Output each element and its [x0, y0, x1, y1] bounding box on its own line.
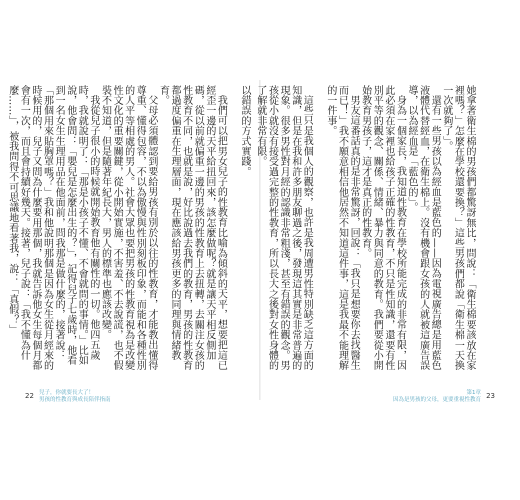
left-paragraph: 我從兒子很小的時候就開始教育他有關性的一切。他四五歲時，我就說明了：「那是小孩子不懂、不會就問的事情。」比如說，他會問：「嬰兒是怎麼出生的？」，記得兒子七歲時，他看到一名女生生理用品在他面前，問我那是做什麼的，接著說：「那個用來貼胸罩嗎？」我和他說明那個是因為女生從月經來的時候用的，兒子又問為什麼要用那個，我就告訴他女生每個月都會有一次，而且會持續好幾天。接著，兒子說：「我不懂為什麼……」，被我問得不可思議地看著我，說：「真假？」 [6, 85, 99, 371]
left-page-body [6, 85, 250, 375]
left-page-number: 22 [25, 392, 34, 400]
right-paragraph: 還有一些男孩以為經血是藍色的——因為電視廣告總是用藍色液體代替經血，在衛生棉上。沒有機會跟女孩的人就被這廣告誤導，以為經血是「藍色的」。 [406, 85, 441, 371]
right-footer [315, 390, 495, 404]
right-page-body [254, 85, 475, 375]
right-paragraph: 她拿著衛生棉的男孩們都驚訝無比，問說：「衛生棉要該放在家裡嗎？」怎麼在學校還要換？」這些男孩們都說「衛生棉一天換一次就夠了」。 [440, 85, 475, 371]
right-page [254, 85, 495, 403]
right-page-number: 23 [486, 392, 495, 400]
right-footer-line: 第1章 [466, 390, 481, 396]
left-paragraph: 以錯誤的方式實踐。 [239, 85, 250, 177]
right-paragraph: 身為一個家長，我知道性教育在學校所能完成的非常有限，因此必須在家裡也給孩子正確的性教育，不只是性知識，還要有性別平等的觀念、關係、情緒、暴力與同意的教育。我們要從小開始教育男孩子，這才是真正的性教育。 [359, 85, 406, 371]
left-footer-line: 男孩的性教育與成長陪伴指南 [39, 397, 111, 403]
left-footer [25, 390, 205, 404]
left-paragraph: 父母必須體認到要給男孩有別於以往的性教育，才能教出懂得尊重、懂得包容，不以為傲慢與性別刻板印象，而能和各種性別的人平等相處的男人。社會大眾也要把男孩的性教育視為是改變性文化的重要關鍵，從小開始實施，不害羞、不去說謊，也不假裝不知道，但是隨著年紀長大，男人的標準也應該改變。 [99, 85, 157, 371]
right-paragraph: 男友這番話真的是非常驚訝，回說：「我只是想要你去找醫生而已！」我不願意相信他居然不知道這件事，這是我最不能理解的一件事。 [324, 85, 360, 371]
right-footer-line: 因為是男孩的父母，更要重視性教育 [392, 397, 481, 403]
right-paragraph: 這些只是我個人的觀察，也許是我周遭男性特別缺乏這方面的知識，但是在我和許多朋友聊過之後，發現這其實是非常普遍的現象。很多男性對月經的認識非常粗淺，甚至有錯誤的觀念。男孩從小就沒有接受過完整的性教育，所以長大之後對女性身體的了解就非常有限。 [254, 85, 313, 371]
left-footer-line: 兒子，你就要長大了！ [39, 390, 95, 396]
left-paragraph: 我們可以把男女兒子的性教育比喻為傾斜的天平，想要把這已經歪一邊的天平給扭回來，該怎麼做呢？就是讓天平相反側加碼，從以前就偏重一邊的男孩的性教育上去扭轉，去關注女孩的性教育不同，也就是說，好比說過去我們的教育，男孩的性教育都過度偏重在生理層面，現在應該給男孩更多的同理與情緒教育。 [157, 85, 227, 371]
left-page [6, 85, 250, 403]
